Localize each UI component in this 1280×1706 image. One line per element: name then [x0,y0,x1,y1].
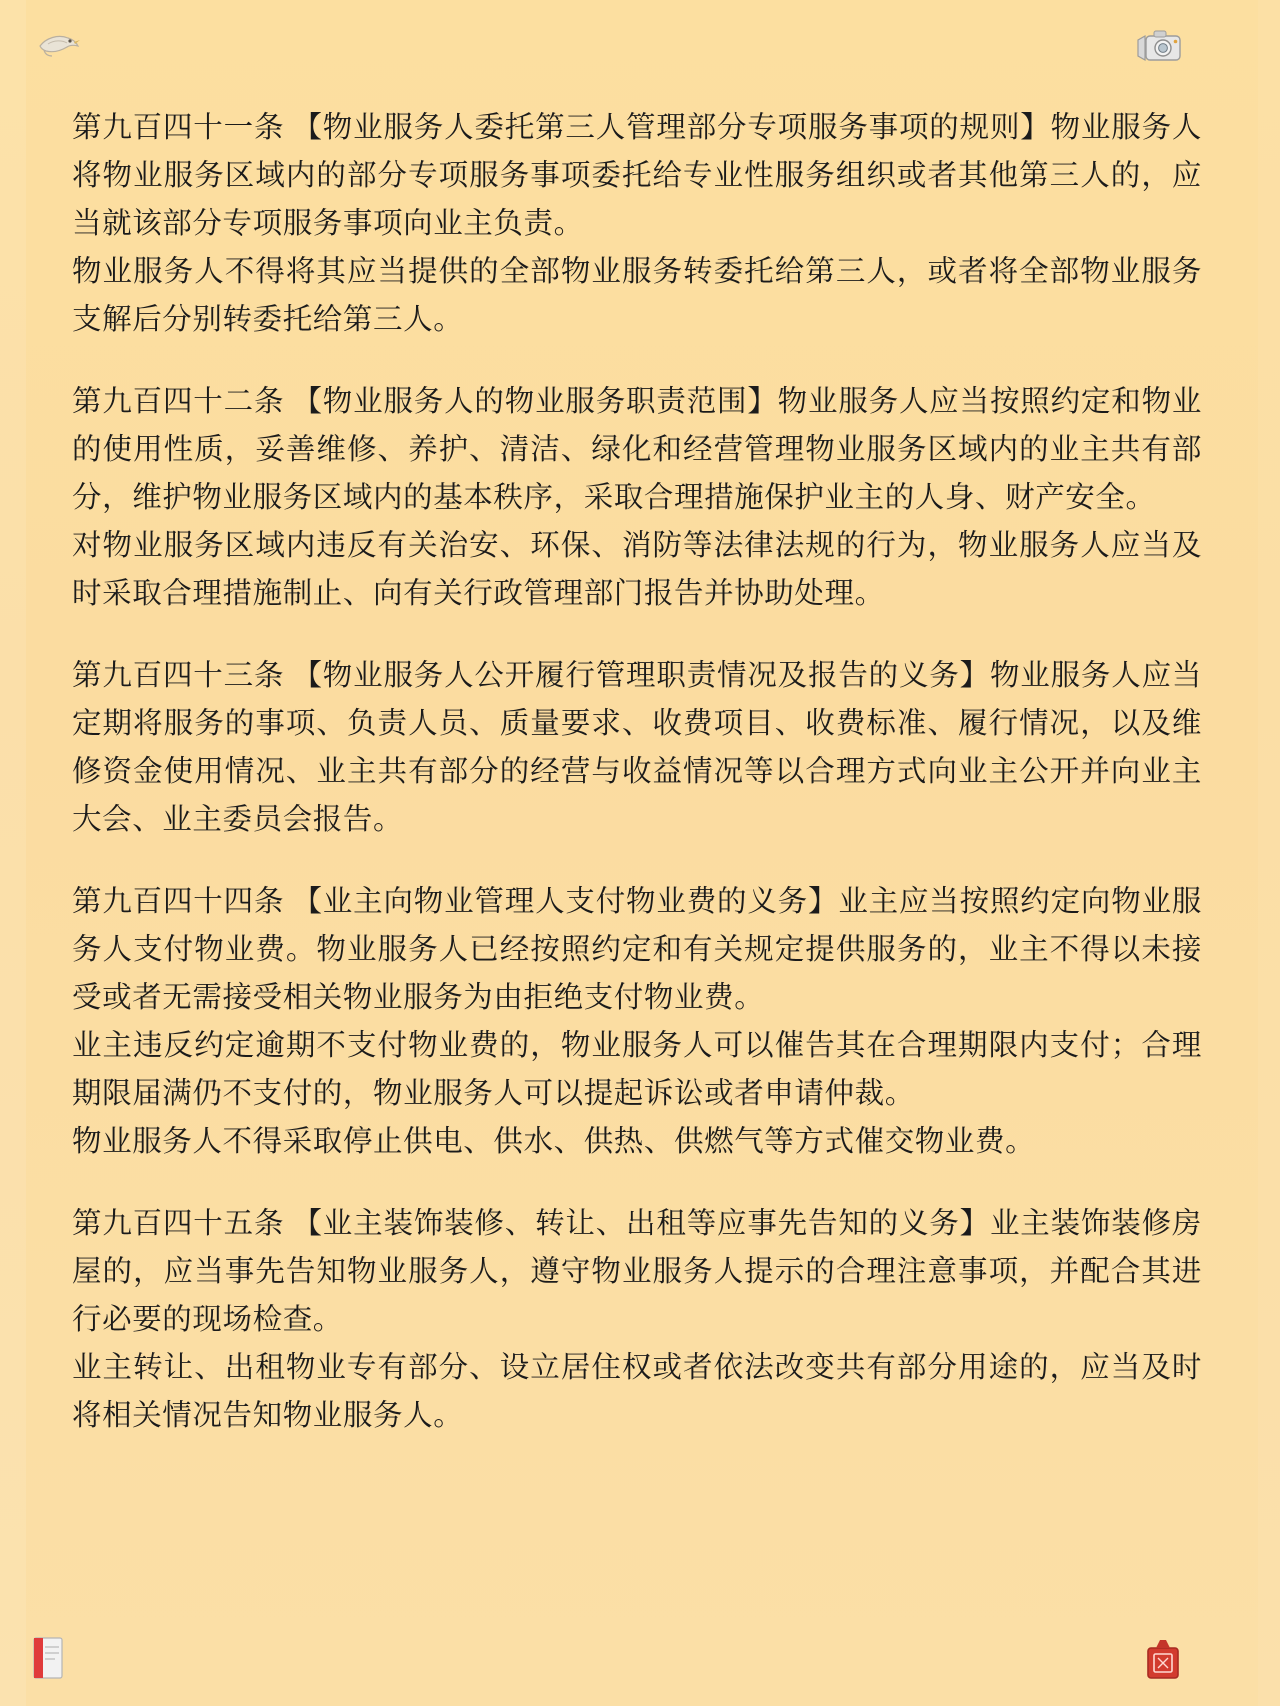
paragraph: 第九百四十二条 【物业服务人的物业服务职责范围】物业服务人应当按照约定和物业的使用性质，妥善维修、养护、清洁、绿化和经营管理物业服务区域内的业主共有部分，维护物业服务区域内的基本秩序，采取合理措施保护业主的人身、财产安全。 [72,386,1202,514]
seal-icon [1136,1634,1190,1690]
article-945 [72,1200,1202,1440]
bird-icon [34,20,82,64]
paragraph: 第九百四十五条 【业主装饰装修、转让、出租等应事先告知的义务】业主装饰装修房屋的，应当事先告知物业服务人，遵守物业服务人提示的合理注意事项，并配合其进行必要的现场检查。 [72,1208,1202,1336]
camera-icon [1136,24,1188,68]
paragraph: 业主违反约定逾期不支付物业费的，物业服务人可以催告其在合理期限内支付；合理期限届满仍不支付的，物业服务人可以提起诉讼或者申请仲裁。 [72,1030,1202,1110]
article-941 [72,104,1202,344]
article-943 [72,652,1202,844]
paragraph: 第九百四十四条 【业主向物业管理人支付物业费的义务】业主应当按照约定向物业服务人支付物业费。物业服务人已经按照约定和有关规定提供服务的，业主不得以未接受或者无需接受相关物业服务为由拒绝支付物业费。 [72,886,1202,1014]
book-icon [28,1634,70,1682]
article-942 [72,378,1202,618]
paragraph: 物业服务人不得将其应当提供的全部物业服务转委托给第三人，或者将全部物业服务支解后分别转委托给第三人。 [72,256,1202,336]
page-left-margin [0,0,26,1706]
page-right-margin [1258,0,1280,1706]
paragraph: 业主转让、出租物业专有部分、设立居住权或者依法改变共有部分用途的，应当及时将相关情况告知物业服务人。 [72,1352,1202,1432]
paragraph: 物业服务人不得采取停止供电、供水、供热、供燃气等方式催交物业费。 [72,1126,1036,1158]
document-body [72,104,1202,1440]
paragraph: 对物业服务区域内违反有关治安、环保、消防等法律法规的行为，物业服务人应当及时采取合理措施制止、向有关行政管理部门报告并协助处理。 [72,530,1202,610]
paragraph: 第九百四十三条 【物业服务人公开履行管理职责情况及报告的义务】物业服务人应当定期将服务的事项、负责人员、质量要求、收费项目、收费标准、履行情况，以及维修资金使用情况、业主共有部分的经营与收益情况等以合理方式向业主公开并向业主大会、业主委员会报告。 [72,660,1202,836]
paragraph: 第九百四十一条 【物业服务人委托第三人管理部分专项服务事项的规则】物业服务人将物业服务区域内的部分专项服务事项委托给专业性服务组织或者其他第三人的，应当就该部分专项服务事项向业主负责。 [72,112,1202,240]
article-944 [72,878,1202,1166]
